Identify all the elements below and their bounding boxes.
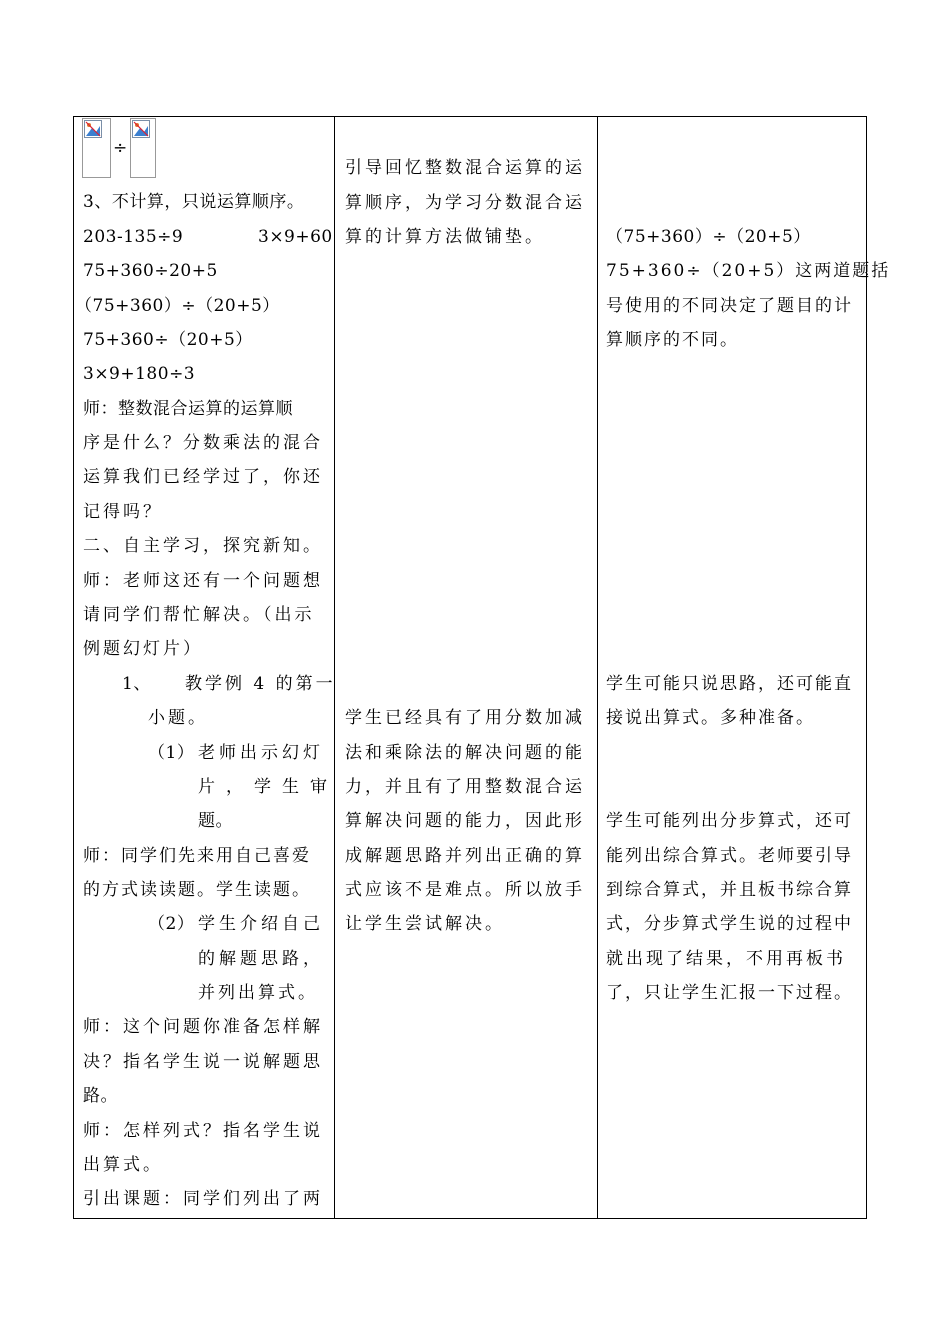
- expression: 3×9+180÷3: [83, 364, 196, 384]
- text-line: 决？指名学生说一说解题思: [83, 1052, 323, 1072]
- broken-image-icon: [130, 118, 156, 178]
- text-line: 序是什么？分数乘法的混合: [83, 433, 323, 453]
- list-number: 1、: [122, 674, 151, 694]
- design-note: 法和乘除法的解决问题的能: [345, 743, 585, 763]
- column-divider-1: [334, 117, 335, 1218]
- text-line: 并列出算式。: [198, 983, 318, 1003]
- remark: 算顺序的不同。: [606, 330, 739, 350]
- expression: （75+360）÷（20+5）: [75, 296, 280, 316]
- text-line: 路。: [83, 1086, 118, 1106]
- division-sign: ÷: [113, 138, 128, 158]
- text-line: 出算式。: [83, 1155, 163, 1175]
- text-line: 题。: [198, 811, 233, 831]
- text-line: 3、不计算，只说运算顺序。: [83, 192, 305, 212]
- remark: 75+360÷（20+5）这两道题括: [606, 261, 891, 281]
- design-note: 学生已经具有了用分数加减: [345, 708, 585, 728]
- remark: 了，只让学生汇报一下过程。: [606, 983, 853, 1003]
- text-line: 的解题思路，: [198, 949, 324, 969]
- list-item: 老师出示幻灯: [198, 743, 324, 763]
- text-line: 师：这个问题你准备怎样解: [83, 1017, 323, 1037]
- text-line: 师：怎样列式？指名学生说: [83, 1121, 323, 1141]
- remark: 学生可能列出分步算式，还可: [606, 811, 853, 831]
- section-heading: 二、自主学习，探究新知。: [83, 536, 323, 556]
- text-line: 例题幻灯片）: [83, 639, 203, 659]
- remark: 接说出算式。多种准备。: [606, 708, 815, 728]
- column-divider-2: [597, 117, 598, 1218]
- image-placeholder-icon: [84, 120, 102, 138]
- design-note: 让学生尝试解决。: [345, 914, 505, 934]
- text-line: 师：整数混合运算的运算顺: [83, 399, 293, 419]
- text-line: 的方式读读题。学生读题。: [83, 880, 311, 900]
- text-line: 师：同学们先来用自己喜爱: [83, 846, 311, 866]
- remark: 能列出综合算式。老师要引导: [606, 846, 853, 866]
- list-item: 教学例 4 的第一: [185, 674, 336, 694]
- expression: 75+360÷（20+5）: [83, 330, 253, 350]
- remark: 式，分步算式学生说的过程中: [606, 914, 853, 934]
- design-note: 引导回忆整数混合运算的运: [345, 158, 585, 178]
- design-note: 算顺序，为学习分数混合运: [345, 193, 585, 213]
- expression: 3×9+60: [258, 227, 333, 247]
- text-line: 运算我们已经学过了，你还: [83, 467, 323, 487]
- remark: 就出现了结果，不用再板书: [606, 949, 846, 969]
- list-number: （1）: [148, 743, 195, 763]
- design-note: 式应该不是难点。所以放手: [345, 880, 585, 900]
- broken-image-icon: [82, 118, 111, 178]
- remark: 学生可能只说思路，还可能直: [606, 674, 853, 694]
- expression: 75+360÷20+5: [83, 261, 218, 281]
- design-note: 算的计算方法做铺垫。: [345, 227, 545, 247]
- text-line: 请同学们帮忙解决。（出示: [83, 605, 315, 625]
- text-line: 记得吗？: [83, 502, 163, 522]
- design-note: 算解决问题的能力，因此形: [345, 811, 585, 831]
- text-line: 引出课题：同学们列出了两: [83, 1189, 323, 1209]
- remark: 号使用的不同决定了题目的计: [606, 296, 853, 316]
- design-note: 成解题思路并列出正确的算: [345, 846, 585, 866]
- expression: （75+360）÷（20+5）: [606, 227, 811, 247]
- list-item: 学生介绍自己: [198, 914, 324, 934]
- design-note: 力，并且有了用整数混合运: [345, 777, 585, 797]
- expression: 203-135÷9: [83, 227, 184, 247]
- remark: 到综合算式，并且板书综合算: [606, 880, 853, 900]
- image-placeholder-icon: [132, 120, 150, 138]
- text-line: 小题。: [148, 708, 208, 728]
- text-line: 片，学生审: [198, 777, 338, 797]
- text-line: 师：老师这还有一个问题想: [83, 571, 323, 591]
- list-number: （2）: [148, 914, 195, 934]
